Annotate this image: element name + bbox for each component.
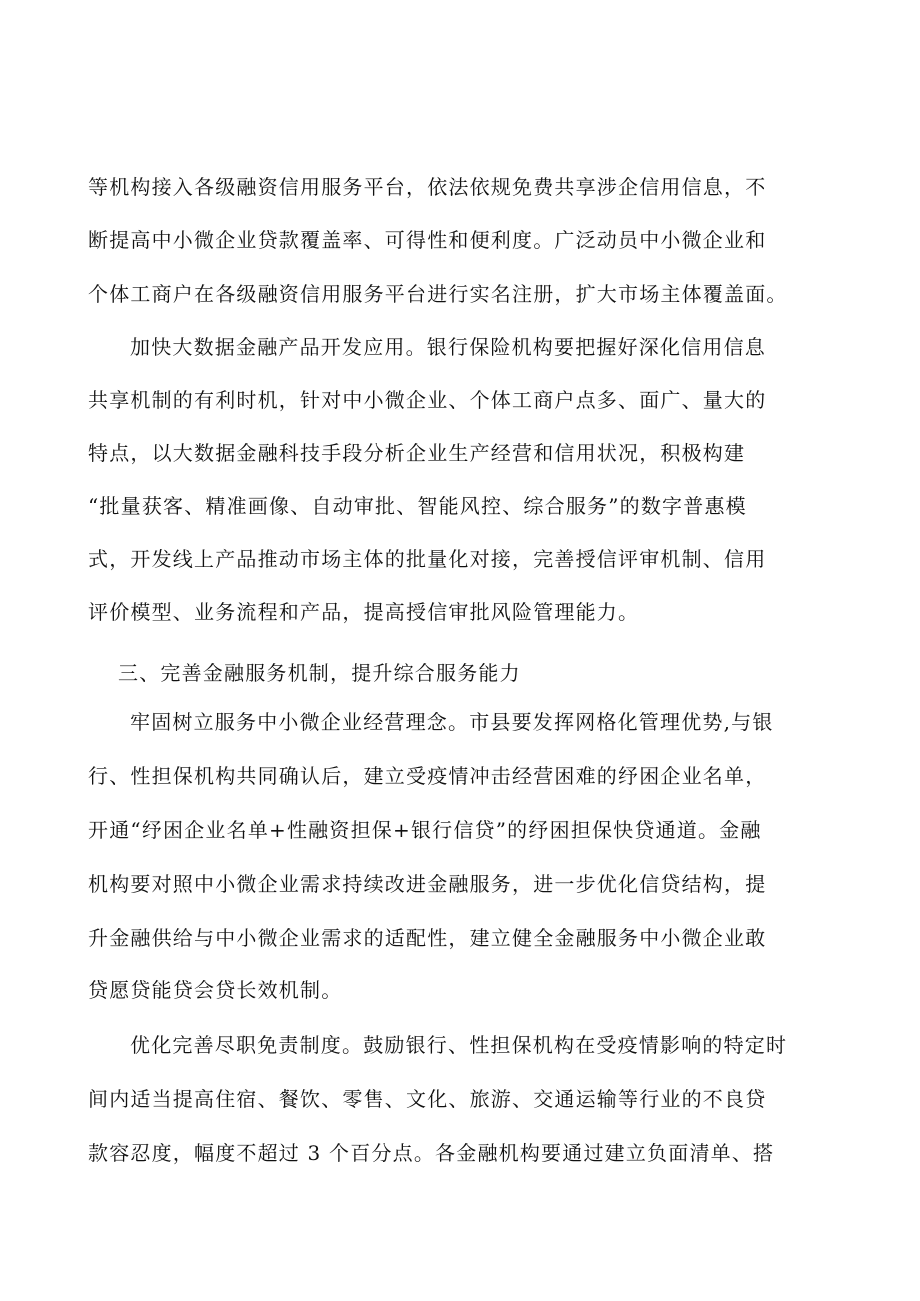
para2-line1: 加快大数据金融产品开发应用。银行保险机构要把握好深化信用信息 <box>130 335 766 359</box>
para1-line2: 断提高中小微企业贷款覆盖率、可得性和便利度。广泛动员中小微企业和 <box>88 228 767 252</box>
para3-line6: 贷愿贷能贷会贷长效机制。 <box>88 978 343 1002</box>
para3-line1: 牢固树立服务中小微企业经营理念。市县要发挥网格化管理优势,与银 <box>130 710 774 734</box>
para3-line3: 开通“纾困企业名单+性融资担保+银行信贷”的纾困担保快贷通道。金融 <box>88 818 762 842</box>
para4-line1: 优化完善尽职免责制度。鼓励银行、性担保机构在受疫情影响的特定时 <box>130 1033 788 1057</box>
para2-line6: 评价模型、业务流程和产品，提高授信审批风险管理能力。 <box>88 600 640 624</box>
para4-line3: 款容忍度，幅度不超过 3 个百分点。各金融机构要通过建立负面清单、搭 <box>88 1141 775 1165</box>
para1-line1: 等机构接入各级融资信用服务平台，依法依规免费共享涉企信用信息，不 <box>88 175 767 199</box>
section-heading: 三、完善金融服务机制，提升综合服务能力 <box>118 661 521 685</box>
para2-line2: 共享机制的有利时机，针对中小微企业、个体工商户点多、面广、量大的 <box>88 388 767 412</box>
para3-line4: 机构要对照中小微企业需求持续改进金融服务，进一步优化信贷结构，提 <box>88 872 767 896</box>
para1-line3: 个体工商户在各级融资信用服务平台进行实名注册，扩大市场主体覆盖面。 <box>88 282 788 306</box>
para3-line2: 行、性担保机构共同确认后，建立受疫情冲击经营困难的纾困企业名单， <box>88 764 767 788</box>
para4-line2: 间内适当提高住宿、餐饮、零售、文化、旅游、交通运输等行业的不良贷 <box>88 1087 767 1111</box>
para3-line5: 升金融供给与中小微企业需求的适配性，建立健全金融服务中小微企业敢 <box>88 926 767 950</box>
para2-line3: 特点，以大数据金融科技手段分析企业生产经营和信用状况，积极构建 <box>88 441 746 465</box>
para2-line4: “批量获客、精准画像、自动审批、智能风控、综合服务”的数字普惠模 <box>88 494 747 518</box>
para2-line5: 式，开发线上产品推动市场主体的批量化对接，完善授信评审机制、信用 <box>88 547 767 571</box>
